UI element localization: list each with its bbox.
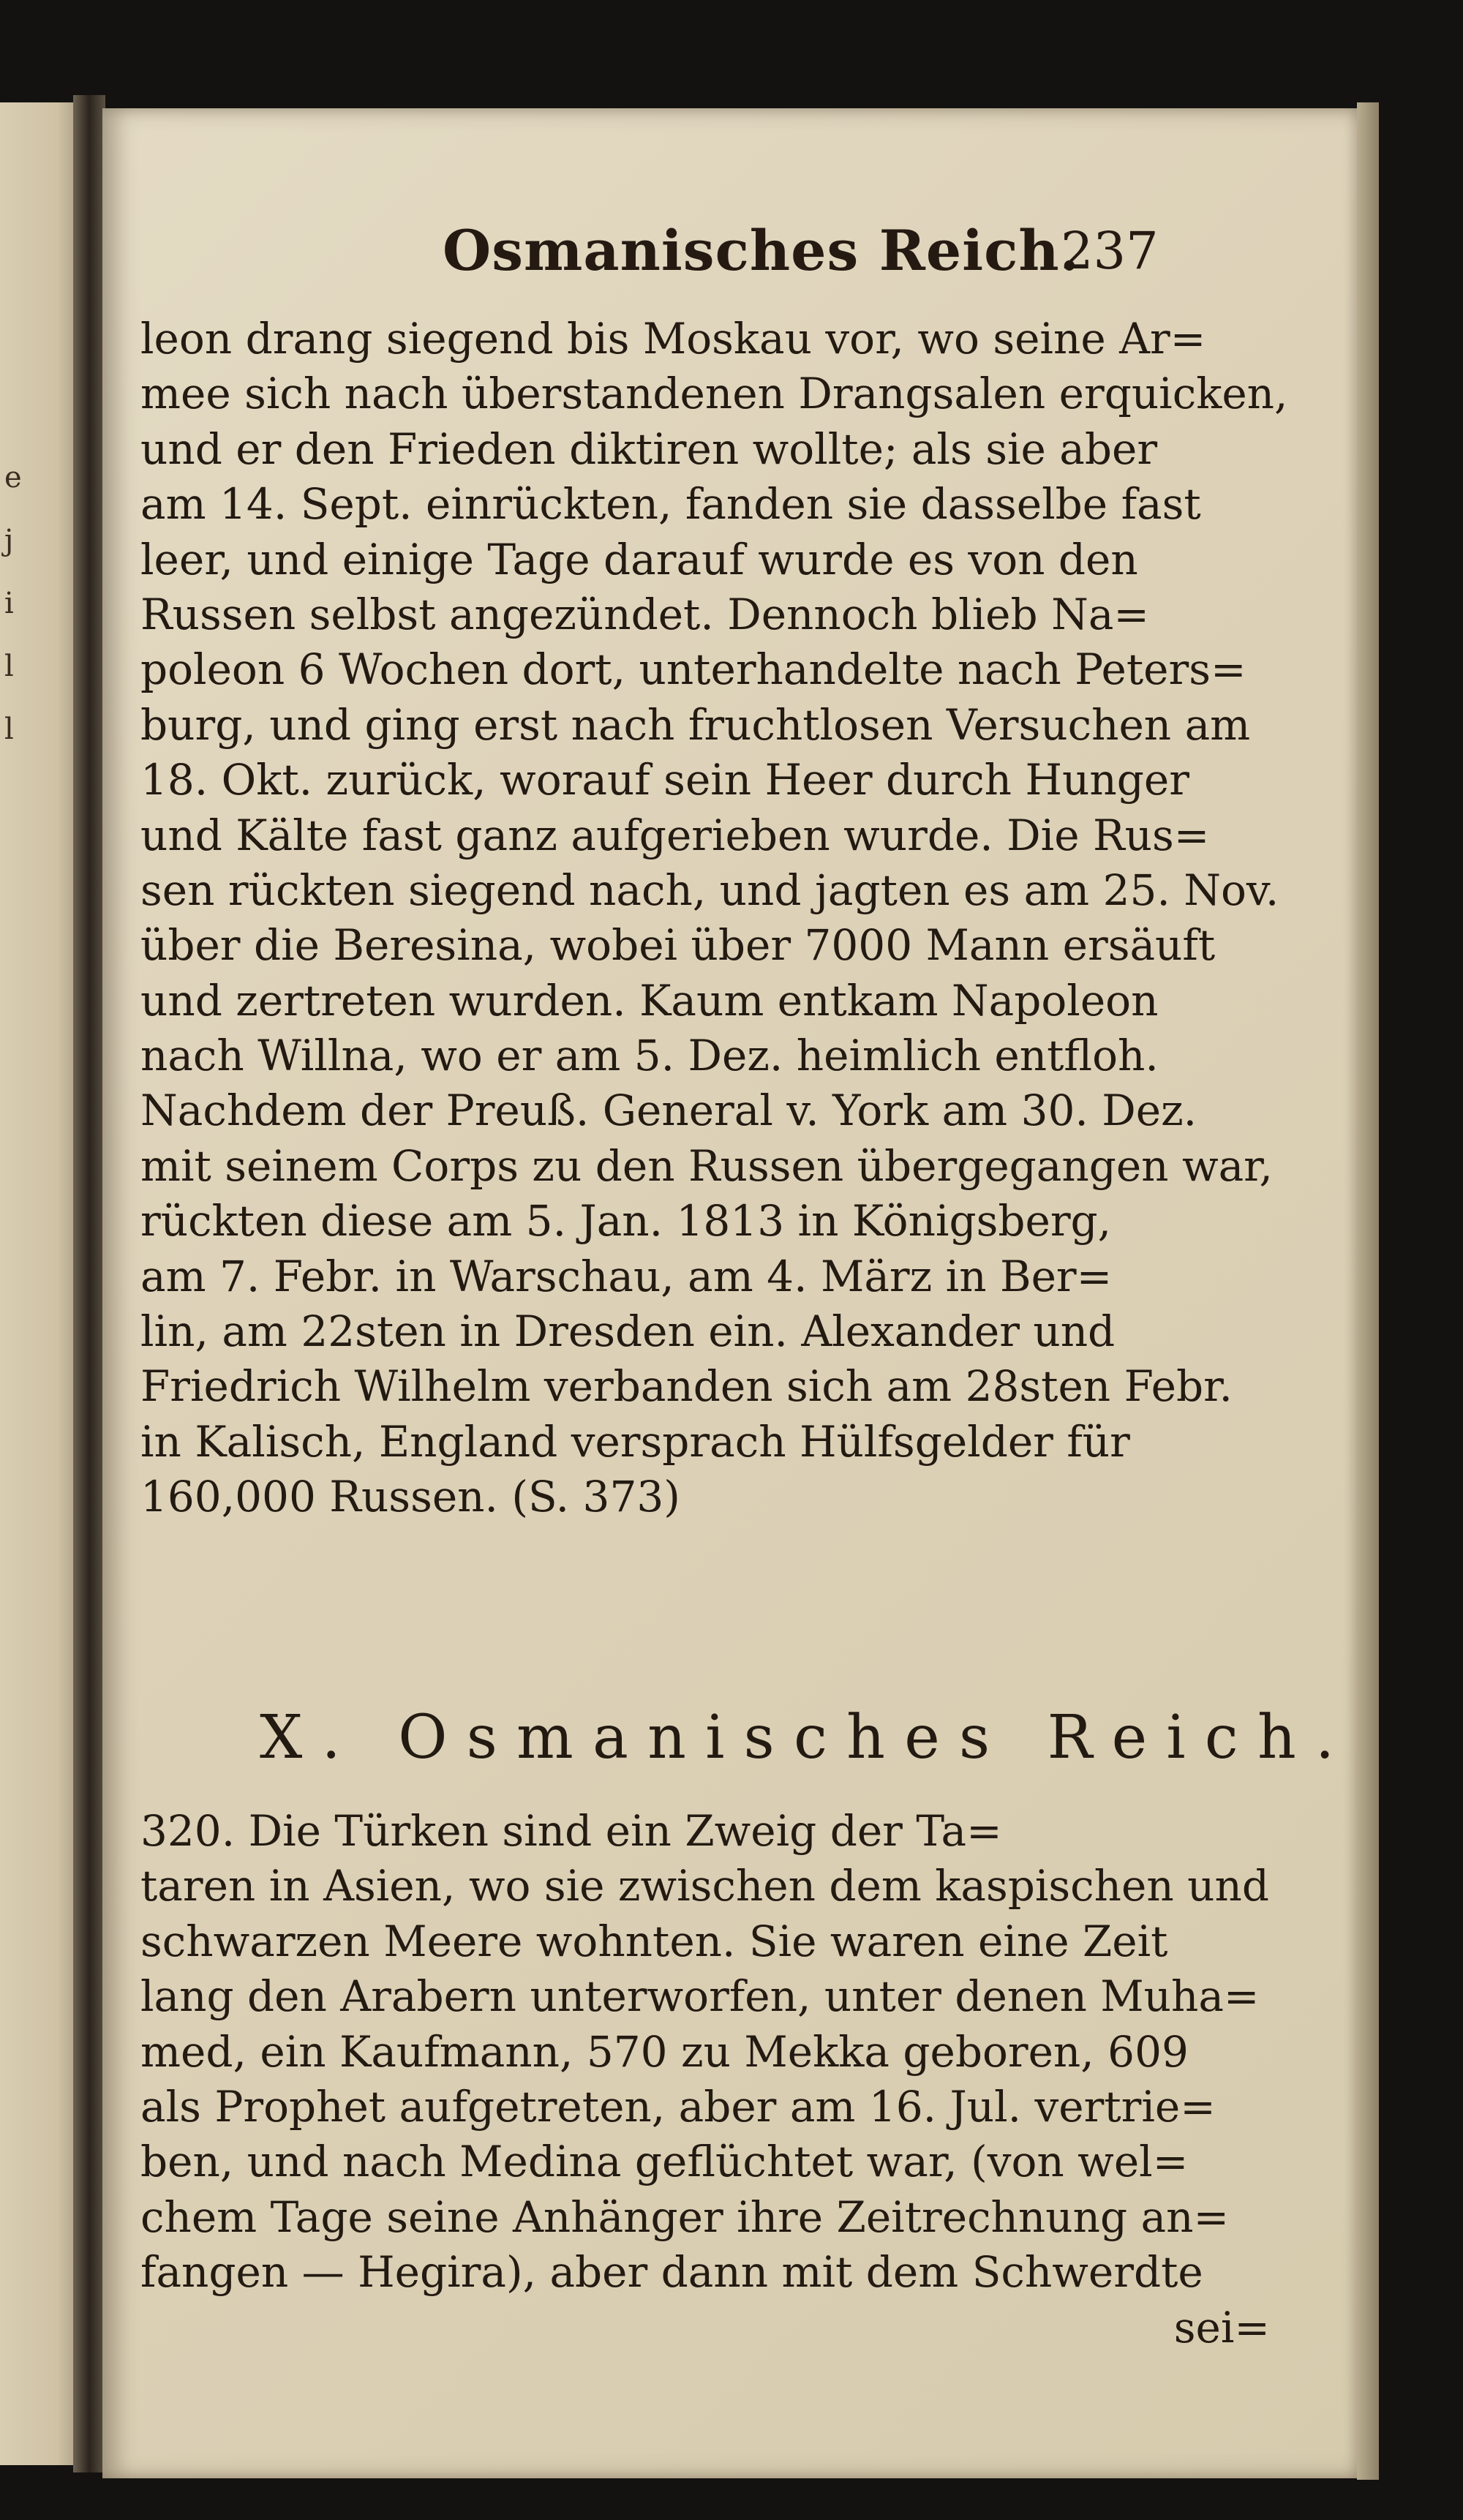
text-line: und er den Frieden diktiren wollte; als sie aber <box>140 424 1158 474</box>
text-line: als Prophet aufgetreten, aber am 16. Jul. vertrie= <box>140 2081 1216 2132</box>
page-stack-edge <box>1357 102 1379 2480</box>
text-line: leon drang siegend bis Moskau vor, wo seine Ar= <box>140 314 1206 364</box>
text-line: schwarzen Meere wohnten. Sie waren eine Zeit <box>140 1916 1168 1966</box>
left-fragment: j <box>4 524 14 557</box>
text-line: 160,000 Russen. (S. 373) <box>140 1472 680 1522</box>
catchword: sei= <box>1173 2302 1270 2352</box>
paragraph-continuation <box>140 312 1288 1525</box>
section-heading: X. Osmanisches Reich. <box>260 1703 1354 1772</box>
left-fragment: l <box>4 712 14 746</box>
text-line: in Kalisch, England versprach Hülfsgelder für <box>140 1416 1130 1467</box>
left-fragment: e <box>4 461 22 494</box>
text-line: poleon 6 Wochen dort, unterhandelte nach Peters= <box>140 644 1246 695</box>
page-number: 237 <box>1061 221 1159 281</box>
text-line: Russen selbst angezündet. Dennoch blieb Na= <box>140 589 1150 639</box>
text-line: med, ein Kaufmann, 570 zu Mekka geboren, 609 <box>140 2026 1189 2077</box>
text-line: am 14. Sept. einrückten, fanden sie dasselbe fast <box>140 479 1201 530</box>
page-header <box>102 218 1357 298</box>
text-line: chem Tage seine Anhänger ihre Zeitrechnung an= <box>140 2192 1230 2242</box>
text-line: lang den Arabern unterworfen, unter denen Muha= <box>140 1971 1260 2022</box>
running-title: Osmanisches Reich. <box>443 218 1080 283</box>
text-line: taren in Asien, wo sie zwischen dem kaspischen und <box>140 1861 1269 1911</box>
text-line: Friedrich Wilhelm verbanden sich am 28sten Febr. <box>140 1361 1233 1412</box>
left-page-edge <box>0 102 82 2465</box>
text-line: über die Beresina, wobei über 7000 Mann ersäuft <box>140 920 1216 971</box>
right-page <box>102 108 1357 2478</box>
text-line: rückten diese am 5. Jan. 1813 in Königsberg, <box>140 1196 1112 1246</box>
text-line: fangen — Hegira), aber dann mit dem Schwerdte <box>140 2247 1203 2298</box>
text-line: 320. Die Türken sind ein Zweig der Ta= <box>140 1806 1002 1856</box>
left-fragment: i <box>4 587 14 620</box>
left-page-fragments <box>4 446 56 761</box>
text-line: am 7. Febr. in Warschau, am 4. März in Ber= <box>140 1251 1113 1301</box>
text-line: lin, am 22sten in Dresden ein. Alexander und <box>140 1306 1116 1357</box>
text-line: sen rückten siegend nach, und jagten es am 25. Nov. <box>140 865 1279 915</box>
paragraph-320 <box>140 1804 1274 2355</box>
text-line: mee sich nach überstandenen Drangsalen erquicken, <box>140 369 1288 419</box>
text-line: ben, und nach Medina geflüchtet war, (von wel= <box>140 2137 1189 2187</box>
book-gutter <box>73 95 105 2472</box>
text-line: nach Willna, wo er am 5. Dez. heimlich entfloh. <box>140 1031 1159 1081</box>
text-line: mit seinem Corps zu den Russen übergegangen war, <box>140 1140 1273 1191</box>
left-fragment: l <box>4 650 14 683</box>
text-line: und Kälte fast ganz aufgerieben wurde. Die Rus= <box>140 810 1210 860</box>
text-line: und zertreten wurden. Kaum entkam Napoleon <box>140 975 1159 1026</box>
text-line: leer, und einige Tage darauf wurde es von den <box>140 534 1138 584</box>
text-line: 18. Okt. zurück, worauf sein Heer durch Hunger <box>140 755 1189 805</box>
text-line: Nachdem der Preuß. General v. York am 30. Dez. <box>140 1086 1197 1136</box>
text-line: burg, und ging erst nach fruchtlosen Versuchen am <box>140 699 1251 750</box>
